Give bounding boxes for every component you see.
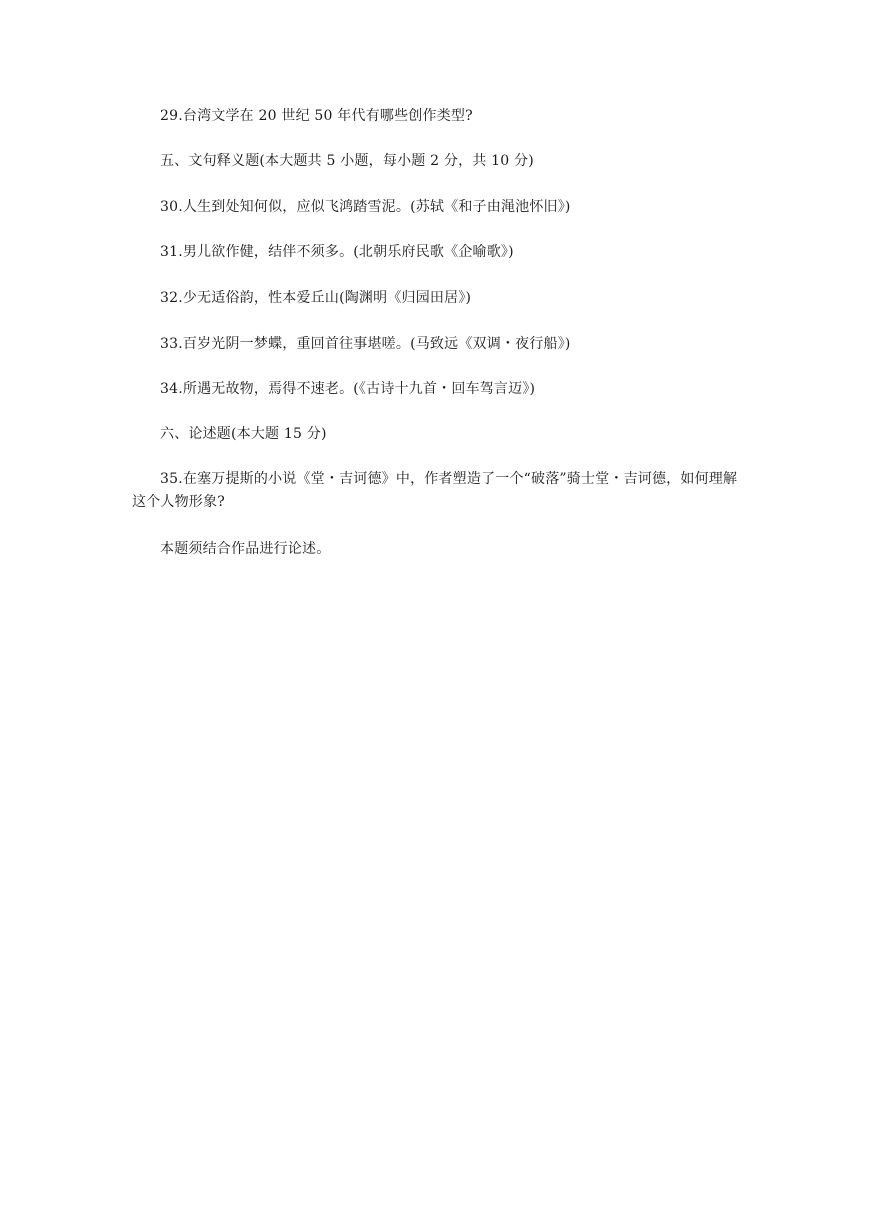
question-33: 33.百岁光阴一梦蝶，重回首往事堪嗟。(马致远《双调・夜行船》)	[160, 336, 571, 352]
section-5-heading: 五、文句释义题(本大题共 5 小题，每小题 2 分，共 10 分)	[160, 153, 534, 169]
question-31: 31.男儿欲作健，结伴不须多。(北朝乐府民歌《企喻歌》)	[160, 244, 514, 260]
question-30: 30.人生到处知何似，应似飞鸿踏雪泥。(苏轼《和子由渑池怀旧》)	[160, 199, 571, 215]
question-32: 32.少无适俗韵，性本爱丘山(陶渊明《归园田居》)	[160, 290, 472, 306]
question-35: 35.在塞万提斯的小说《堂・吉诃德》中，作者塑造了一个“破落”骑士堂・吉诃德，如何理解这个人物形象?	[132, 471, 738, 510]
question-35-note: 本题须结合作品进行论述。	[160, 541, 331, 557]
section-6-heading: 六、论述题(本大题 15 分)	[160, 426, 327, 442]
question-29: 29.台湾文学在 20 世纪 50 年代有哪些创作类型?	[160, 108, 473, 124]
question-34: 34.所遇无故物，焉得不速老。(《古诗十九首・回车驾言迈》)	[160, 381, 536, 397]
